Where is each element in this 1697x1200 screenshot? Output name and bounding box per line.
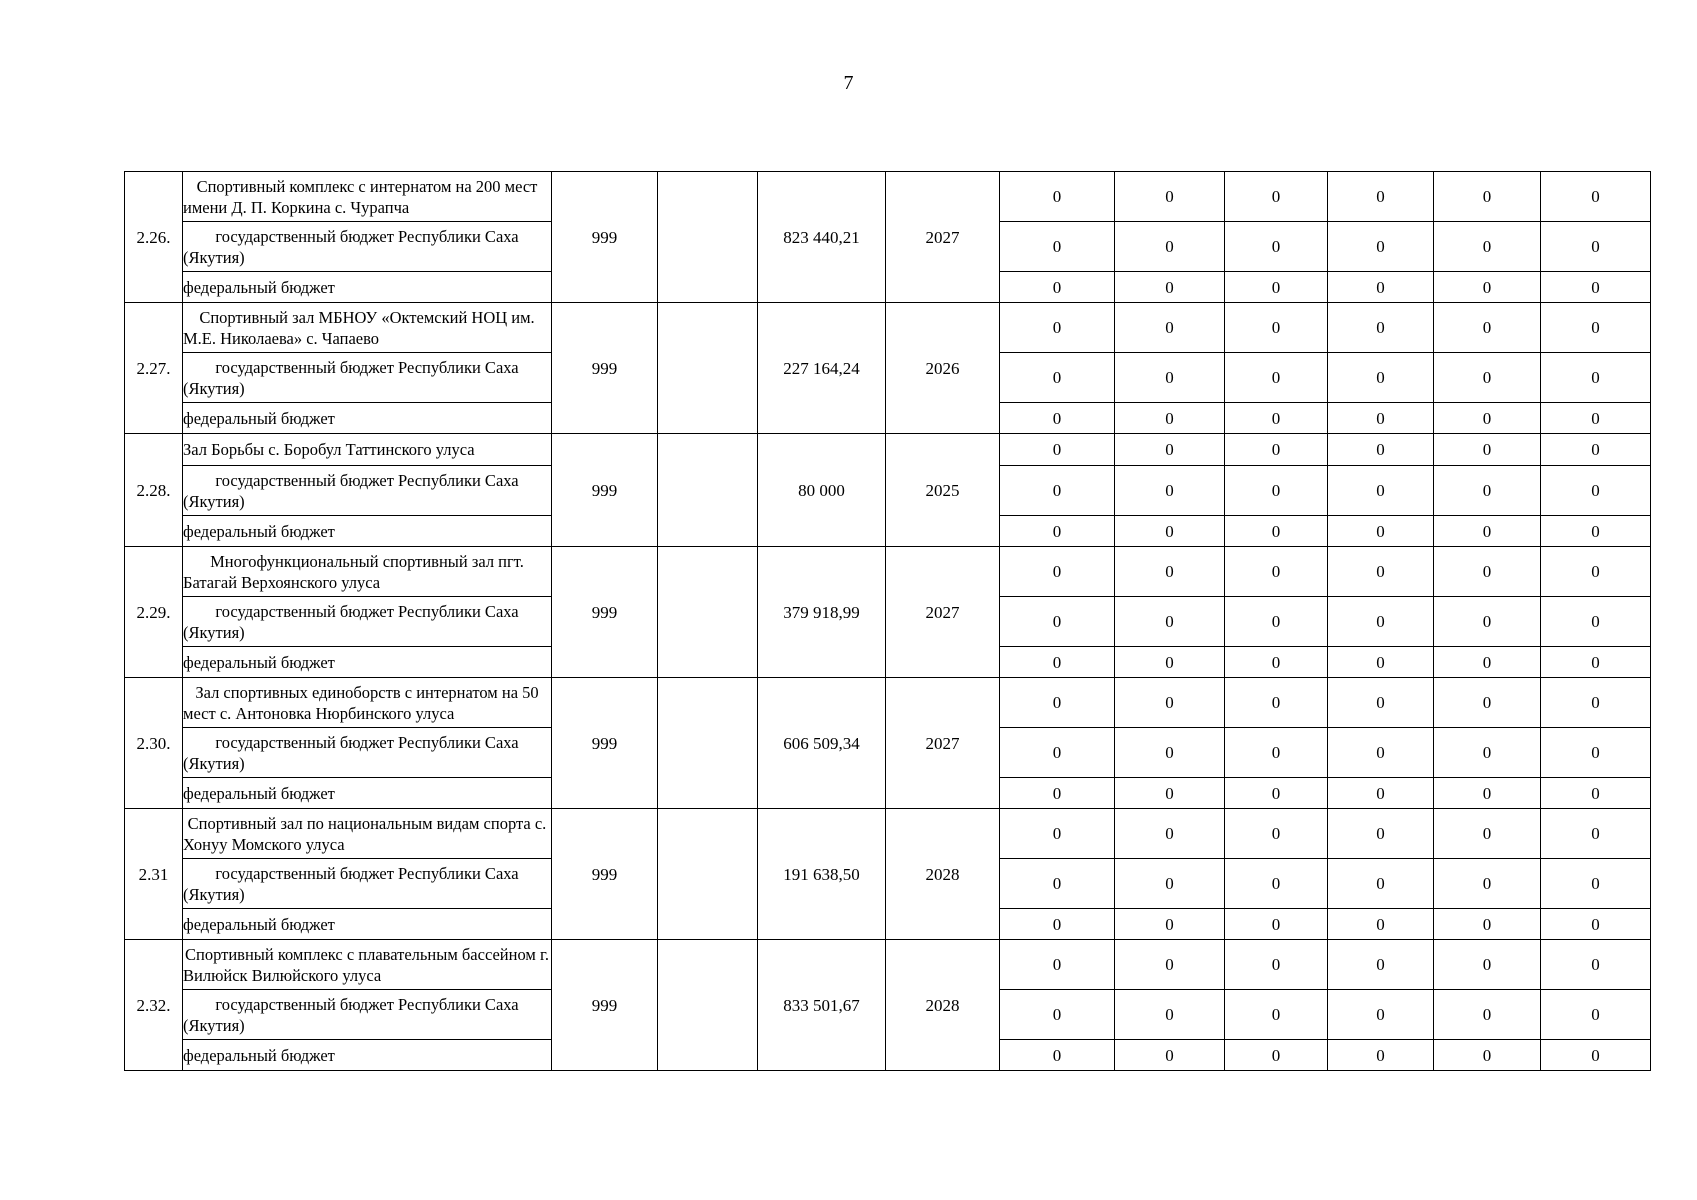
value-cell: 0	[1434, 547, 1541, 597]
value-cell: 0	[1541, 272, 1651, 303]
value-cell: 0	[1328, 222, 1434, 272]
value-cell: 0	[1115, 1040, 1225, 1071]
value-cell: 0	[1115, 403, 1225, 434]
value-cell: 0	[1000, 597, 1115, 647]
table-body	[125, 172, 1651, 1071]
value-cell: 0	[1115, 547, 1225, 597]
item-code: 999	[552, 547, 658, 678]
value-cell: 0	[1000, 940, 1115, 990]
value-cell: 0	[1225, 909, 1328, 940]
item-cost: 823 440,21	[758, 172, 886, 303]
value-cell: 0	[1541, 778, 1651, 809]
value-cell: 0	[1115, 859, 1225, 909]
value-cell: 0	[1541, 859, 1651, 909]
item-number: 2.29.	[125, 547, 183, 678]
value-cell: 0	[1328, 909, 1434, 940]
federal-budget-label: федеральный бюджет	[183, 272, 552, 303]
value-cell: 0	[1434, 990, 1541, 1040]
value-cell: 0	[1434, 597, 1541, 647]
value-cell: 0	[1000, 272, 1115, 303]
value-cell: 0	[1541, 353, 1651, 403]
item-cost: 379 918,99	[758, 547, 886, 678]
value-cell: 0	[1000, 990, 1115, 1040]
item-blank	[658, 303, 758, 434]
state-budget-label: государственный бюджет Республики Саха (Якутия)	[183, 222, 552, 272]
value-cell: 0	[1225, 728, 1328, 778]
federal-budget-label: федеральный бюджет	[183, 516, 552, 547]
value-cell: 0	[1541, 1040, 1651, 1071]
value-cell: 0	[1541, 809, 1651, 859]
item-name: Спортивный зал по национальным видам спорта с. Хонуу Момского улуса	[183, 809, 552, 859]
item-code: 999	[552, 172, 658, 303]
state-budget-label: государственный бюджет Республики Саха (Якутия)	[183, 353, 552, 403]
value-cell: 0	[1225, 940, 1328, 990]
value-cell: 0	[1000, 434, 1115, 466]
value-cell: 0	[1225, 353, 1328, 403]
value-cell: 0	[1115, 303, 1225, 353]
value-cell: 0	[1328, 403, 1434, 434]
item-number: 2.27.	[125, 303, 183, 434]
value-cell: 0	[1328, 809, 1434, 859]
item-number: 2.30.	[125, 678, 183, 809]
item-number: 2.28.	[125, 434, 183, 547]
value-cell: 0	[1434, 272, 1541, 303]
table-row	[125, 678, 1651, 728]
item-code: 999	[552, 678, 658, 809]
value-cell: 0	[1328, 353, 1434, 403]
value-cell: 0	[1328, 303, 1434, 353]
item-code: 999	[552, 809, 658, 940]
item-blank	[658, 434, 758, 547]
value-cell: 0	[1000, 403, 1115, 434]
item-year: 2027	[886, 547, 1000, 678]
table-row	[125, 809, 1651, 859]
value-cell: 0	[1434, 778, 1541, 809]
value-cell: 0	[1115, 222, 1225, 272]
value-cell: 0	[1225, 1040, 1328, 1071]
value-cell: 0	[1328, 990, 1434, 1040]
value-cell: 0	[1115, 516, 1225, 547]
value-cell: 0	[1328, 728, 1434, 778]
value-cell: 0	[1000, 647, 1115, 678]
value-cell: 0	[1434, 303, 1541, 353]
item-cost: 833 501,67	[758, 940, 886, 1071]
item-name: Зал спортивных единоборств с интернатом на 50 мест с. Антоновка Нюрбинского улуса	[183, 678, 552, 728]
value-cell: 0	[1225, 547, 1328, 597]
item-blank	[658, 172, 758, 303]
value-cell: 0	[1328, 434, 1434, 466]
value-cell: 0	[1541, 647, 1651, 678]
value-cell: 0	[1541, 303, 1651, 353]
value-cell: 0	[1434, 859, 1541, 909]
value-cell: 0	[1434, 940, 1541, 990]
value-cell: 0	[1225, 222, 1328, 272]
value-cell: 0	[1541, 547, 1651, 597]
value-cell: 0	[1225, 516, 1328, 547]
value-cell: 0	[1328, 516, 1434, 547]
table-row	[125, 547, 1651, 597]
value-cell: 0	[1328, 647, 1434, 678]
value-cell: 0	[1434, 516, 1541, 547]
value-cell: 0	[1541, 434, 1651, 466]
federal-budget-label: федеральный бюджет	[183, 778, 552, 809]
federal-budget-label: федеральный бюджет	[183, 403, 552, 434]
item-name: Спортивный комплекс с плавательным бассейном г. Вилюйск Вилюйского улуса	[183, 940, 552, 990]
table-row	[125, 303, 1651, 353]
value-cell: 0	[1541, 728, 1651, 778]
value-cell: 0	[1328, 547, 1434, 597]
item-name: Спортивный зал МБНОУ «Октемский НОЦ им. М.Е. Николаева» с. Чапаево	[183, 303, 552, 353]
value-cell: 0	[1541, 516, 1651, 547]
value-cell: 0	[1541, 403, 1651, 434]
value-cell: 0	[1115, 172, 1225, 222]
value-cell: 0	[1115, 272, 1225, 303]
page-number: 7	[843, 72, 854, 94]
value-cell: 0	[1328, 1040, 1434, 1071]
value-cell: 0	[1115, 940, 1225, 990]
item-number: 2.32.	[125, 940, 183, 1071]
item-cost: 80 000	[758, 434, 886, 547]
value-cell: 0	[1434, 172, 1541, 222]
value-cell: 0	[1541, 678, 1651, 728]
item-cost: 191 638,50	[758, 809, 886, 940]
value-cell: 0	[1434, 909, 1541, 940]
value-cell: 0	[1328, 466, 1434, 516]
value-cell: 0	[1225, 647, 1328, 678]
value-cell: 0	[1541, 940, 1651, 990]
value-cell: 0	[1434, 1040, 1541, 1071]
item-number: 2.26.	[125, 172, 183, 303]
item-code: 999	[552, 303, 658, 434]
federal-budget-label: федеральный бюджет	[183, 647, 552, 678]
value-cell: 0	[1225, 597, 1328, 647]
value-cell: 0	[1000, 303, 1115, 353]
value-cell: 0	[1225, 859, 1328, 909]
value-cell: 0	[1225, 809, 1328, 859]
value-cell: 0	[1225, 778, 1328, 809]
value-cell: 0	[1115, 728, 1225, 778]
item-code: 999	[552, 940, 658, 1071]
value-cell: 0	[1434, 222, 1541, 272]
value-cell: 0	[1225, 403, 1328, 434]
value-cell: 0	[1000, 728, 1115, 778]
value-cell: 0	[1225, 172, 1328, 222]
item-year: 2027	[886, 172, 1000, 303]
value-cell: 0	[1434, 728, 1541, 778]
value-cell: 0	[1434, 434, 1541, 466]
value-cell: 0	[1434, 466, 1541, 516]
value-cell: 0	[1115, 778, 1225, 809]
value-cell: 0	[1000, 778, 1115, 809]
state-budget-label: государственный бюджет Республики Саха (Якутия)	[183, 597, 552, 647]
value-cell: 0	[1328, 678, 1434, 728]
value-cell: 0	[1541, 466, 1651, 516]
value-cell: 0	[1434, 353, 1541, 403]
value-cell: 0	[1115, 678, 1225, 728]
value-cell: 0	[1000, 172, 1115, 222]
value-cell: 0	[1225, 990, 1328, 1040]
value-cell: 0	[1541, 172, 1651, 222]
value-cell: 0	[1434, 647, 1541, 678]
value-cell: 0	[1328, 859, 1434, 909]
value-cell: 0	[1115, 466, 1225, 516]
item-year: 2026	[886, 303, 1000, 434]
value-cell: 0	[1225, 678, 1328, 728]
value-cell: 0	[1000, 222, 1115, 272]
item-cost: 606 509,34	[758, 678, 886, 809]
state-budget-label: государственный бюджет Республики Саха (Якутия)	[183, 466, 552, 516]
item-year: 2025	[886, 434, 1000, 547]
value-cell: 0	[1115, 909, 1225, 940]
value-cell: 0	[1000, 809, 1115, 859]
value-cell: 0	[1328, 272, 1434, 303]
federal-budget-label: федеральный бюджет	[183, 909, 552, 940]
value-cell: 0	[1541, 990, 1651, 1040]
item-year: 2028	[886, 940, 1000, 1071]
value-cell: 0	[1115, 353, 1225, 403]
item-blank	[658, 809, 758, 940]
value-cell: 0	[1115, 647, 1225, 678]
item-year: 2027	[886, 678, 1000, 809]
value-cell: 0	[1000, 466, 1115, 516]
value-cell: 0	[1328, 597, 1434, 647]
state-budget-label: государственный бюджет Республики Саха (Якутия)	[183, 859, 552, 909]
value-cell: 0	[1115, 434, 1225, 466]
value-cell: 0	[1434, 403, 1541, 434]
value-cell: 0	[1541, 597, 1651, 647]
value-cell: 0	[1000, 859, 1115, 909]
value-cell: 0	[1434, 678, 1541, 728]
value-cell: 0	[1328, 940, 1434, 990]
value-cell: 0	[1541, 909, 1651, 940]
value-cell: 0	[1434, 809, 1541, 859]
value-cell: 0	[1328, 778, 1434, 809]
value-cell: 0	[1000, 353, 1115, 403]
item-cost: 227 164,24	[758, 303, 886, 434]
value-cell: 0	[1225, 272, 1328, 303]
item-blank	[658, 678, 758, 809]
value-cell: 0	[1115, 809, 1225, 859]
value-cell: 0	[1225, 466, 1328, 516]
value-cell: 0	[1328, 172, 1434, 222]
value-cell: 0	[1225, 434, 1328, 466]
value-cell: 0	[1115, 990, 1225, 1040]
item-blank	[658, 940, 758, 1071]
state-budget-label: государственный бюджет Республики Саха (Якутия)	[183, 728, 552, 778]
value-cell: 0	[1115, 597, 1225, 647]
value-cell: 0	[1000, 516, 1115, 547]
table-row	[125, 434, 1651, 466]
item-name: Зал Борьбы с. Боробул Таттинского улуса	[183, 434, 552, 466]
table-row	[125, 940, 1651, 990]
value-cell: 0	[1541, 222, 1651, 272]
value-cell: 0	[1225, 303, 1328, 353]
value-cell: 0	[1000, 547, 1115, 597]
item-name: Многофункциональный спортивный зал пгт. Батагай Верхоянского улуса	[183, 547, 552, 597]
item-code: 999	[552, 434, 658, 547]
value-cell: 0	[1000, 909, 1115, 940]
budget-table	[124, 171, 1651, 1071]
item-number: 2.31	[125, 809, 183, 940]
value-cell: 0	[1000, 678, 1115, 728]
item-name: Спортивный комплекс с интернатом на 200 мест имени Д. П. Коркина с. Чурапча	[183, 172, 552, 222]
value-cell: 0	[1000, 1040, 1115, 1071]
state-budget-label: государственный бюджет Республики Саха (Якутия)	[183, 990, 552, 1040]
item-blank	[658, 547, 758, 678]
table-row	[125, 172, 1651, 222]
federal-budget-label: федеральный бюджет	[183, 1040, 552, 1071]
item-year: 2028	[886, 809, 1000, 940]
